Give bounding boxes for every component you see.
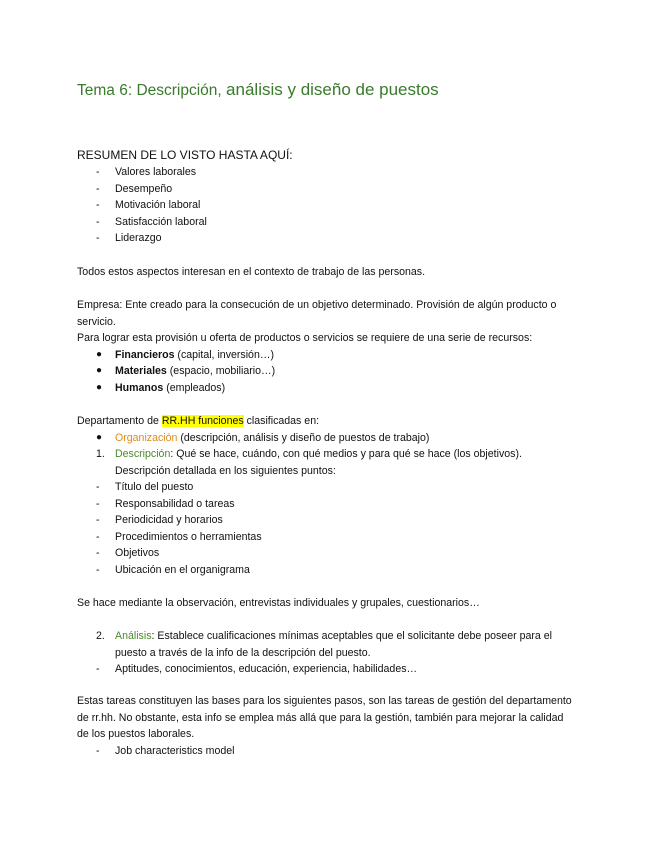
dash-marker: -: [96, 481, 100, 493]
resources-list: [77, 347, 577, 397]
dash-marker: -: [96, 563, 100, 576]
dash-marker: -: [96, 182, 100, 195]
list-item: - Job characteristics model: [77, 743, 577, 760]
list-item: - Procedimientos o herramientas: [77, 529, 577, 546]
descripcion-list: [77, 446, 577, 479]
rrhh-section: [77, 413, 577, 578]
final-list: [77, 743, 577, 760]
bullet-icon: ●: [96, 365, 103, 376]
dash-marker: -: [96, 514, 100, 526]
dash-marker: -: [96, 744, 100, 757]
list-item: - Desempeño: [77, 181, 577, 198]
highlighted-text: RR.HH funciones: [161, 415, 244, 427]
bullet-icon: ●: [96, 431, 103, 443]
analisis-points-list: [77, 661, 577, 678]
analisis-list: [77, 628, 577, 661]
analisis-section: [77, 628, 577, 678]
organizacion-label: Organización: [115, 431, 178, 444]
dash-marker: -: [96, 166, 100, 178]
dash-marker: -: [96, 497, 100, 510]
list-item: - Satisfacción laboral: [77, 214, 577, 231]
dash-marker: -: [96, 232, 100, 244]
summary-list: [77, 164, 577, 247]
tareas-section: [77, 693, 577, 759]
list-item: - Objetivos: [77, 545, 577, 562]
tareas-paragraph: Estas tareas constituyen las bases para los siguientes pasos, son las tareas de gestión del departamento de rr.hh. No obstante, esta info se emplea más allá que para la gestión, también para mejorar la calidad de los puestos laborales.: [77, 695, 572, 740]
dash-marker: -: [96, 663, 100, 675]
bullet-icon: ●: [96, 348, 103, 360]
summary-heading: RESUMEN DE LO VISTO HASTA AQUÍ:: [77, 148, 293, 162]
summary-section: [77, 147, 577, 247]
dash-marker: -: [96, 215, 100, 228]
list-item: ● Materiales (espacio, mobiliario…): [77, 363, 577, 380]
organizacion-list: [77, 430, 577, 447]
rrhh-intro: Departamento de RR.HH funciones clasificadas en:: [77, 415, 320, 427]
list-item: - Periodicidad y horarios: [77, 512, 577, 529]
list-item: - Liderazgo: [77, 230, 577, 247]
page-title: [77, 79, 439, 102]
list-item: 1. Descripción: Qué se hace, cuándo, con qué medios y para qué se hace (los objetivos). Descripción detallada en los siguientes puntos:: [96, 448, 522, 477]
context-paragraph: Todos estos aspectos interesan en el contexto de trabajo de las personas.: [77, 266, 426, 278]
observacion-paragraph: Se hace mediante la observación, entrevistas individuales y grupales, cuestionarios…: [77, 597, 480, 609]
title-prefix: Tema 6: Descripción,: [77, 82, 222, 99]
list-item: - Valores laborales: [77, 164, 577, 181]
bullet-icon: ●: [96, 381, 103, 393]
list-item: 2. Análisis: Establece cualificaciones mínimas aceptables que el solicitante debe poseer para el puesto a través de la info de la descripción del puesto.: [96, 630, 552, 659]
dash-marker: -: [96, 547, 100, 559]
descripcion-points-list: [77, 479, 577, 578]
empresa-section: [77, 297, 577, 396]
analisis-label: Análisis: [115, 630, 152, 642]
empresa-resources-intro: Para lograr esta provisión u oferta de productos o servicios se requiere de una serie de recursos:: [77, 332, 533, 344]
dash-marker: -: [96, 530, 100, 543]
list-item: - Motivación laboral: [77, 197, 577, 214]
list-item: - Ubicación en el organigrama: [77, 562, 577, 579]
list-item: ● Organización (descripción, análisis y diseño de puestos de trabajo): [77, 430, 577, 447]
list-item: - Título del puesto: [77, 479, 577, 496]
list-item: - Responsabilidad o tareas: [77, 496, 577, 513]
empresa-definition: Empresa: Ente creado para la consecución de un objetivo determinado. Provisión de algún producto o servicio.: [77, 299, 557, 328]
dash-marker: -: [96, 199, 100, 211]
list-item: ● Humanos (empleados): [77, 380, 577, 397]
title-main: análisis y diseño de puestos: [226, 80, 439, 99]
descripcion-label: Descripción: [115, 448, 171, 460]
list-item: ● Financieros (capital, inversión…): [77, 347, 577, 364]
list-item: - Aptitudes, conocimientos, educación, experiencia, habilidades…: [77, 661, 577, 678]
